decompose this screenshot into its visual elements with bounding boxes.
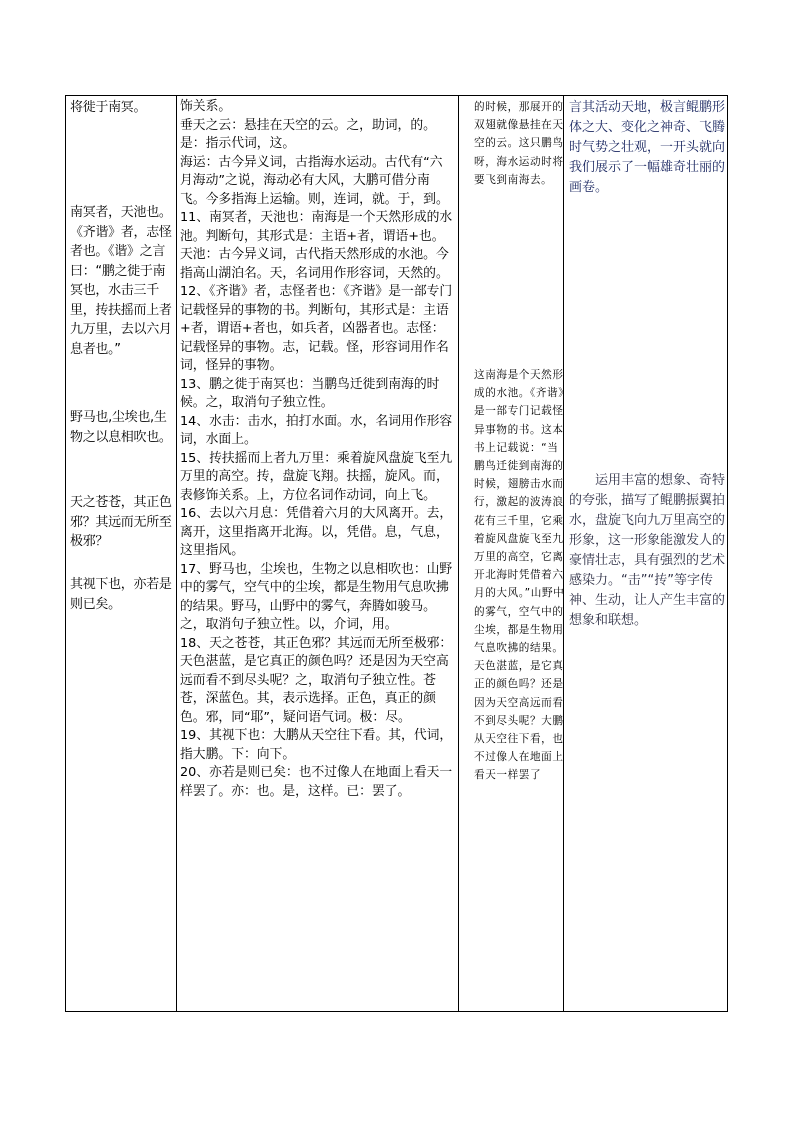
annotation-entry: 垂天之云：悬挂在天空的云。之，助词，的。是：指示代词，这。	[180, 117, 436, 151]
annotation-column	[180, 96, 455, 1011]
annotation-entry: 17、野马也，尘埃也，生物之以息相吹也：山野中的雾气，空气中的尘埃，都是生物用气息吹拂的结果。野马，山野中的雾气，奔腾如骏马。之，取消句子独立性。以，介词，用。	[180, 561, 453, 632]
appreciation-text: 运用丰富的想象、奇特的夸张，描写了鲲鹏振翼拍水，盘旋飞向九万里高空的形象，这一形象能激发人的豪情壮志，具有强烈的艺术感染力。“击”“抟”等字传神、生动，让人产生丰富的想象和联想。	[569, 473, 726, 628]
annotation-entry: 11、南冥者，天池也：南海是一个天然形成的水池。判断句，其形式是：主语+者，谓语+也。天池：古今异义词，古代指天然形成的水池。今指高山湖泊名。天，名词用作形容词，天然的。	[180, 210, 453, 281]
annotation-entry: 19、其视下也：大鹏从天空往下看。其，代词，指大鹏。下：向下。	[180, 728, 453, 762]
table-divider	[458, 96, 459, 1011]
translation-text: 的时候，那展开的双翅就像悬挂在天空的云。这只鹏鸟呀，海水运动时将要飞到南海去。	[474, 101, 564, 186]
appreciation-column	[569, 96, 726, 1011]
translation-text: 这南海是个天然形成的水池。《齐谐》是一部专门记载怪异事物的书。这本书上记载说：“当鹏鸟迁徙到南海的时候，翅膀击水而行，激起的波涛浪花有三千里，它乘着旋风盘旋飞至九万里的高空，它离开北海时凭借着六月的大风。”山野中的雾气，空气中的尘埃，都是生物用气息吹拂的结果。天色湛蓝，是它真正的颜色吗？还是因为天空高远而看不到尽头呢？大鹏从天空往下看，也不过像人在地面上看天一样罢了	[474, 369, 565, 782]
original-text-line: 其视下也，亦若是则已矣。	[70, 577, 172, 612]
annotation-entry: 14、水击：击水，拍打水面。水，名词用作形容词，水面上。	[180, 413, 453, 447]
annotation-entry: 15、抟扶摇而上者九万里：乘着旋风盘旋飞至九万里的高空。抟，盘旋飞翔。扶摇，旋风。而，表修饰关系。上，方位名词作动词，向上飞。	[180, 450, 453, 503]
annotation-entry: 海运：古今异义词，古指海水运动。古代有“六月海动”之说，海动必有大风，大鹏可借分南飞。今多指海上运输。则，连词，就。于，到。	[180, 154, 449, 207]
original-text-line: 天之苍苍，其正色邪？其远而无所至极邪？	[70, 495, 172, 549]
annotation-entry: 18、天之苍苍，其正色邪？其远而无所至极邪：天色湛蓝，是它真正的颜色吗？还是因为天空高远而看不到尽头呢？之，取消句子独立性。苍苍，深蓝色。其，表示选择。正色，真正的颜色。邪，同“耶”，疑问语气词。极：尽。	[180, 635, 453, 725]
appreciation-text: 言其活动天地，极言鲲鹏形体之大、变化之神奇、飞腾时气势之壮观，一开头就向我们展示了一幅雄奇壮丽的画卷。	[569, 100, 726, 195]
annotation-entry: 12、《齐谐》者，志怪者也：《齐谐》是一部专门记载怪异的事物的书。判断句，其形式是：主语+者，谓语+者也，如兵者，凶器者也。志怪：记载怪异的事物。志，记载。怪，形容词用作名词，怪异的事物。	[180, 284, 453, 373]
annotation-entry: 20、亦若是则已矣：也不过像人在地面上看天一样罢了。亦：也。是，这样。已：罢了。	[180, 765, 453, 799]
annotation-entry: 13、鹏之徙于南冥也：当鹏鸟迁徙到南海的时候。之，取消句子独立性。	[180, 376, 440, 410]
original-text-line: 将徙于南冥。	[70, 100, 147, 115]
annotation-table	[65, 95, 728, 1012]
original-text-column	[70, 96, 176, 1011]
original-text-line: 野马也,尘埃也,生物之以息相吹也。	[70, 410, 172, 445]
translation-column	[474, 96, 566, 1011]
annotation-entry: 饰关系。	[180, 99, 232, 114]
annotation-entry: 16、去以六月息：凭借着六月的大风离开。去，离开，这里指离开北海。以，凭借。息，气息，这里指风。	[180, 506, 453, 558]
original-text-line: 南冥者，天池也。《齐谐》者，志怪者也。《谐》之言曰：“鹏之徙于南冥也，水击三千里，抟扶摇而上者九万里，去以六月息者也。”	[70, 205, 172, 357]
table-divider	[176, 96, 177, 1011]
